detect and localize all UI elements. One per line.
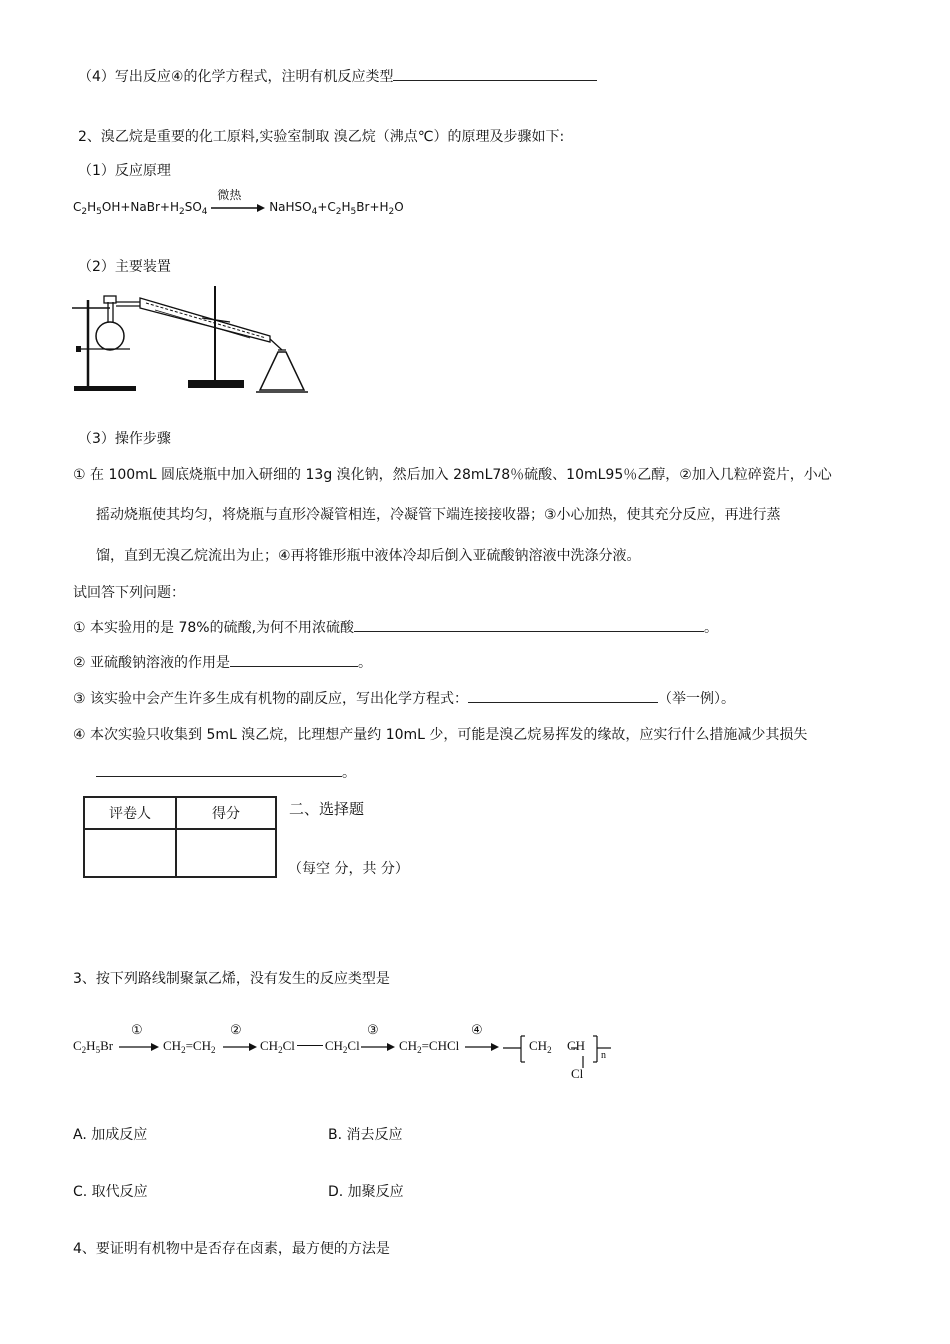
section-2-title: 二、选择题 [289,800,365,818]
question-c [73,688,735,708]
q1-part4-text: （4）写出反应④的化学方程式，注明有机反应类型 [78,69,394,85]
route-arrow-3-icon [361,1042,395,1052]
question-c-end: （举一例）。 [658,691,735,707]
question-d-line-1: ④ 本次实验只收集到 5mL 溴乙烷，比理想产量约 10mL 少，可能是溴乙烷易挥发的缘故，应实行什么措施减少其损失 [73,727,808,743]
grader-cell[interactable] [84,829,176,877]
question-a-answer-blank[interactable] [354,617,704,632]
route-c2h5br: $C_2H_5Br$ [73,1038,114,1055]
distillation-apparatus-image [70,284,310,396]
route-arrow-4-icon [465,1042,499,1052]
route-dichloroethane: $CH_2Cl$ $CH_2Cl$ [260,1038,360,1055]
question-c-answer-blank[interactable] [468,688,658,703]
reaction-products: $NaHSO_4+C_2H_5Br+H_2O$ [269,200,404,217]
steps-line-3: 馏，直到无溴乙烷流出为止；④再将锥形瓶中液体冷却后倒入亚硫酸钠溶液中洗涤分液。 [96,548,641,564]
table-header-score: 得分 [176,797,276,829]
q3-text: 3、按下列路线制聚氯乙烯，没有发生的反应类型是 [73,971,390,987]
q2-part1-title: （1）反应原理 [78,163,171,179]
steps-line-1: ① 在 100mL 圆底烧瓶中加入研细的 13g 溴化钠，然后加入 28mL78％硫酸、10mL95％乙醇，②加入几粒碎瓷片，小心 [73,467,832,483]
question-d-end: 。 [342,765,356,781]
route-ethylene: $CH_2=CH_2$ [163,1038,216,1055]
q2-part3-title: （3）操作步骤 [78,431,171,447]
route-step-4: ④ [471,1022,483,1037]
reaction-equation [73,187,404,217]
route-step-3: ③ [367,1022,379,1037]
pvc-n: n [601,1050,606,1061]
question-b-answer-blank[interactable] [230,652,358,667]
route-arrow-2-icon [223,1042,257,1052]
option-c[interactable]: C. 取代反应 [73,1184,148,1200]
question-a-text: ① 本实验用的是 78%的硫酸,为何不用浓硫酸 [73,620,355,636]
option-d[interactable]: D. 加聚反应 [328,1184,404,1200]
q1-part4-line [78,66,597,86]
question-a [73,617,718,637]
question-d-line-2 [96,762,356,782]
route-step-1: ① [131,1022,143,1037]
route-step-2: ② [230,1022,242,1037]
reaction-arrow [211,187,265,214]
route-arrow-1-icon [119,1042,159,1052]
score-cell[interactable] [176,829,276,877]
pvc-ch: CH [567,1038,586,1053]
route-vinyl-chloride: $CH_2=CHCl$ [399,1038,460,1055]
question-b-text: ② 亚硫酸钠溶液的作用是 [73,655,231,671]
arrow-icon [211,202,265,214]
reaction-condition: 微热 [217,187,242,202]
score-table [83,796,277,878]
synthesis-route [73,1022,633,1086]
q1-part4-answer-blank[interactable] [393,66,597,81]
pvc-bracket-icon [503,1030,613,1082]
section-2-score-note: （每空 分，共 分） [288,861,409,877]
reaction-reactants: $C_2H_5OH+NaBr+H_2SO_4$ [73,200,208,217]
question-d-answer-blank[interactable] [96,762,342,777]
answer-prompt: 试回答下列问题： [73,585,185,601]
q4-text: 4、要证明有机物中是否存在卤素，最方便的方法是 [73,1241,390,1257]
question-a-end: 。 [704,620,719,636]
table-header-grader: 评卷人 [84,797,176,829]
q2-part2-title: （2）主要装置 [78,259,171,275]
pvc-ch2: $CH_2$ [529,1038,552,1055]
question-b-end: 。 [358,655,373,671]
option-b[interactable]: B. 消去反应 [328,1127,403,1143]
steps-line-2: 摇动烧瓶使其均匀，将烧瓶与直形冷凝管相连，冷凝管下端连接接收器；③小心加热，使其充分反应，再进行蒸 [96,507,781,523]
option-a[interactable]: A. 加成反应 [73,1127,148,1143]
question-b [73,652,372,672]
pvc-cl: Cl [571,1066,584,1081]
question-c-text: ③ 该实验中会产生许多生成有机物的副反应，写出化学方程式： [73,691,468,707]
q2-intro: 2、溴乙烷是重要的化工原料,实验室制取 溴乙烷（沸点℃）的原理及步骤如下: [78,129,565,145]
